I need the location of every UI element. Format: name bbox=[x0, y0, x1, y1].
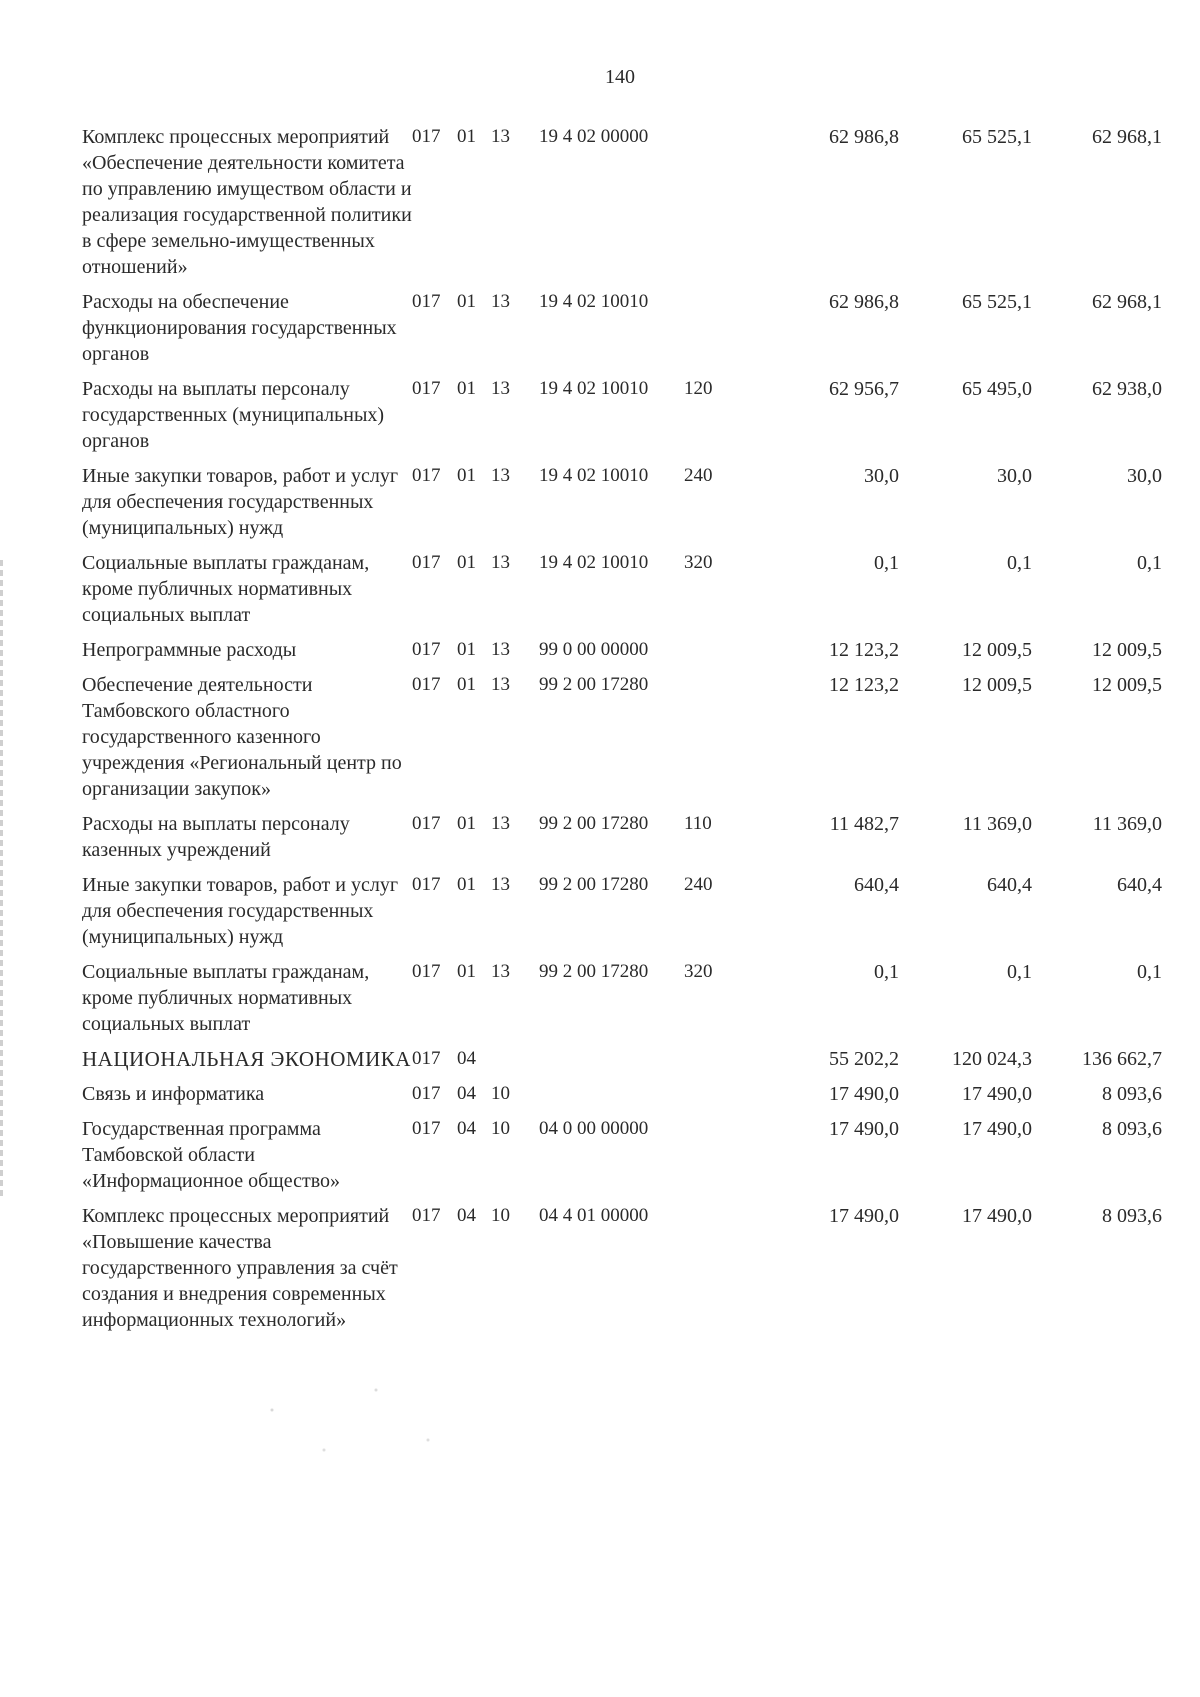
target-article-code: 04 0 00 00000 bbox=[539, 1118, 649, 1139]
expense-name: Расходы на выплаты персоналу государственных (муниципальных) органов bbox=[82, 378, 385, 452]
section-code: 01 bbox=[457, 813, 476, 834]
ministry-code: 017 bbox=[412, 961, 441, 982]
scan-noise-artifact bbox=[220, 1370, 480, 1470]
page-number: 140 bbox=[605, 66, 635, 88]
section-code: 04 bbox=[457, 1048, 476, 1069]
table-row bbox=[82, 1116, 1162, 1203]
ministry-code: 017 bbox=[412, 1205, 441, 1226]
amount-year-1: 12 123,2 bbox=[829, 674, 899, 696]
expense-name: Государственная программа Тамбовской области «Информационное общество» bbox=[82, 1118, 341, 1192]
expense-name: Комплекс процессных мероприятий «Повышение качества государственного управления за счёт создания и внедрения современных информационных технологий» bbox=[82, 1205, 398, 1331]
amount-year-3: 30,0 bbox=[1127, 465, 1162, 487]
amount-year-3: 8 093,6 bbox=[1102, 1083, 1162, 1105]
subsection-code bbox=[491, 1046, 539, 1081]
amount-year-2: 65 495,0 bbox=[962, 378, 1032, 400]
target-article-code: 19 4 02 10010 bbox=[539, 378, 649, 399]
amount-year-1: 62 986,8 bbox=[829, 291, 899, 313]
amount-year-3: 11 369,0 bbox=[1092, 813, 1162, 835]
amount-year-3: 136 662,7 bbox=[1082, 1048, 1162, 1070]
section-code: 01 bbox=[457, 291, 476, 312]
amount-year-3: 62 968,1 bbox=[1092, 291, 1162, 313]
expense-name: Социальные выплаты гражданам, кроме публичных нормативных социальных выплат bbox=[82, 961, 370, 1035]
table-row bbox=[82, 289, 1162, 376]
ministry-code: 017 bbox=[412, 674, 441, 695]
amount-year-3: 12 009,5 bbox=[1092, 674, 1162, 696]
expense-type-code: 240 bbox=[684, 465, 713, 486]
expense-name: Связь и информатика bbox=[82, 1083, 265, 1105]
amount-year-2: 30,0 bbox=[997, 465, 1032, 487]
section-code: 01 bbox=[457, 961, 476, 982]
table-row bbox=[82, 550, 1162, 637]
section-code: 01 bbox=[457, 126, 476, 147]
subsection-code: 13 bbox=[491, 813, 510, 834]
amount-year-3: 8 093,6 bbox=[1102, 1118, 1162, 1140]
ministry-code: 017 bbox=[412, 291, 441, 312]
table-row bbox=[82, 463, 1162, 550]
target-article-code: 04 4 01 00000 bbox=[539, 1205, 649, 1226]
expense-name: Расходы на выплаты персоналу казенных учреждений bbox=[82, 813, 350, 861]
table-row bbox=[82, 376, 1162, 463]
ministry-code: 017 bbox=[412, 813, 441, 834]
table-row bbox=[82, 637, 1162, 672]
ministry-code: 017 bbox=[412, 378, 441, 399]
target-article-code: 99 2 00 17280 bbox=[539, 961, 649, 982]
subsection-code: 13 bbox=[491, 552, 510, 573]
section-code: 01 bbox=[457, 639, 476, 660]
subsection-code: 13 bbox=[491, 126, 510, 147]
table-row bbox=[82, 811, 1162, 872]
section-row bbox=[82, 1046, 1162, 1081]
table-row bbox=[82, 124, 1162, 289]
amount-year-3: 0,1 bbox=[1137, 552, 1162, 574]
amount-year-1: 11 482,7 bbox=[829, 813, 899, 835]
table-row bbox=[82, 872, 1162, 959]
section-title: НАЦИОНАЛЬНАЯ ЭКОНОМИКА bbox=[82, 1047, 411, 1071]
expense-type-code: 120 bbox=[684, 378, 713, 399]
target-article-code: 19 4 02 10010 bbox=[539, 465, 649, 486]
target-article-code bbox=[539, 1046, 684, 1081]
amount-year-1: 62 956,7 bbox=[829, 378, 899, 400]
expense-type-code bbox=[684, 1203, 749, 1342]
subsection-code: 13 bbox=[491, 378, 510, 399]
amount-year-1: 0,1 bbox=[874, 961, 899, 983]
ministry-code: 017 bbox=[412, 1118, 441, 1139]
amount-year-2: 17 490,0 bbox=[962, 1118, 1032, 1140]
subsection-code: 13 bbox=[491, 961, 510, 982]
expense-type-code bbox=[684, 637, 749, 672]
section-code: 01 bbox=[457, 874, 476, 895]
target-article-code: 99 2 00 17280 bbox=[539, 813, 649, 834]
expense-type-code bbox=[684, 289, 749, 376]
section-code: 01 bbox=[457, 378, 476, 399]
amount-year-3: 62 968,1 bbox=[1092, 126, 1162, 148]
subsection-code: 13 bbox=[491, 674, 510, 695]
table-row bbox=[82, 959, 1162, 1046]
amount-year-3: 0,1 bbox=[1137, 961, 1162, 983]
expense-name: Непрограммные расходы bbox=[82, 639, 297, 661]
amount-year-1: 55 202,2 bbox=[829, 1048, 899, 1070]
expense-name: Иные закупки товаров, работ и услуг для обеспечения государственных (муниципальных) нужд bbox=[82, 874, 399, 948]
subsection-code: 10 bbox=[491, 1118, 510, 1139]
section-code: 04 bbox=[457, 1205, 476, 1226]
amount-year-2: 0,1 bbox=[1007, 961, 1032, 983]
amount-year-2: 17 490,0 bbox=[962, 1205, 1032, 1227]
ministry-code: 017 bbox=[412, 552, 441, 573]
amount-year-1: 62 986,8 bbox=[829, 126, 899, 148]
expense-name: Расходы на обеспечение функционирования государственных органов bbox=[82, 291, 397, 365]
expense-name: Иные закупки товаров, работ и услуг для обеспечения государственных (муниципальных) нужд bbox=[82, 465, 399, 539]
amount-year-1: 30,0 bbox=[864, 465, 899, 487]
section-code: 04 bbox=[457, 1118, 476, 1139]
target-article-code: 19 4 02 00000 bbox=[539, 126, 649, 147]
target-article-code bbox=[539, 1081, 684, 1116]
subsection-code: 13 bbox=[491, 874, 510, 895]
amount-year-2: 17 490,0 bbox=[962, 1083, 1032, 1105]
expense-type-code: 320 bbox=[684, 552, 713, 573]
section-code: 01 bbox=[457, 674, 476, 695]
expense-type-code: 110 bbox=[684, 813, 712, 834]
target-article-code: 99 2 00 17280 bbox=[539, 674, 649, 695]
target-article-code: 99 2 00 17280 bbox=[539, 874, 649, 895]
ministry-code: 017 bbox=[412, 126, 441, 147]
ministry-code: 017 bbox=[412, 874, 441, 895]
ministry-code: 017 bbox=[412, 1083, 441, 1104]
ministry-code: 017 bbox=[412, 1048, 441, 1069]
section-code: 01 bbox=[457, 465, 476, 486]
budget-table bbox=[82, 124, 1162, 1342]
amount-year-1: 17 490,0 bbox=[829, 1118, 899, 1140]
expense-type-code bbox=[684, 1046, 749, 1081]
amount-year-2: 12 009,5 bbox=[962, 674, 1032, 696]
amount-year-3: 12 009,5 bbox=[1092, 639, 1162, 661]
expense-name: Социальные выплаты гражданам, кроме публичных нормативных социальных выплат bbox=[82, 552, 370, 626]
amount-year-3: 62 938,0 bbox=[1092, 378, 1162, 400]
expense-type-code bbox=[684, 1081, 749, 1116]
amount-year-2: 12 009,5 bbox=[962, 639, 1032, 661]
target-article-code: 19 4 02 10010 bbox=[539, 291, 649, 312]
ministry-code: 017 bbox=[412, 639, 441, 660]
table-row bbox=[82, 672, 1162, 811]
expense-name: Обеспечение деятельности Тамбовского областного государственного казенного учреждения «Региональный центр по организации закупок» bbox=[82, 674, 402, 800]
subsection-code: 13 bbox=[491, 465, 510, 486]
expense-type-code: 320 bbox=[684, 961, 713, 982]
subsection-code: 10 bbox=[491, 1205, 510, 1226]
expense-type-code bbox=[684, 672, 749, 811]
amount-year-2: 640,4 bbox=[987, 874, 1032, 896]
amount-year-3: 640,4 bbox=[1117, 874, 1162, 896]
amount-year-1: 12 123,2 bbox=[829, 639, 899, 661]
amount-year-2: 65 525,1 bbox=[962, 126, 1032, 148]
section-code: 01 bbox=[457, 552, 476, 573]
amount-year-1: 17 490,0 bbox=[829, 1083, 899, 1105]
expense-name: Комплекс процессных мероприятий «Обеспечение деятельности комитета по управлению имуществом области и реализация государственной политики в сфере земельно-имущественных отношений» bbox=[82, 126, 412, 278]
expense-type-code bbox=[684, 1116, 749, 1203]
table-row bbox=[82, 1081, 1162, 1116]
amount-year-1: 17 490,0 bbox=[829, 1205, 899, 1227]
amount-year-1: 640,4 bbox=[854, 874, 899, 896]
amount-year-1: 0,1 bbox=[874, 552, 899, 574]
amount-year-2: 0,1 bbox=[1007, 552, 1032, 574]
subsection-code: 13 bbox=[491, 639, 510, 660]
target-article-code: 19 4 02 10010 bbox=[539, 552, 649, 573]
amount-year-3: 8 093,6 bbox=[1102, 1205, 1162, 1227]
amount-year-2: 65 525,1 bbox=[962, 291, 1032, 313]
target-article-code: 99 0 00 00000 bbox=[539, 639, 649, 660]
scan-edge-artifact bbox=[0, 560, 3, 1200]
expense-type-code: 240 bbox=[684, 874, 713, 895]
subsection-code: 13 bbox=[491, 291, 510, 312]
subsection-code: 10 bbox=[491, 1083, 510, 1104]
section-code: 04 bbox=[457, 1083, 476, 1104]
amount-year-2: 120 024,3 bbox=[952, 1048, 1032, 1070]
amount-year-2: 11 369,0 bbox=[962, 813, 1032, 835]
expense-type-code bbox=[684, 124, 749, 289]
table-row bbox=[82, 1203, 1162, 1342]
ministry-code: 017 bbox=[412, 465, 441, 486]
